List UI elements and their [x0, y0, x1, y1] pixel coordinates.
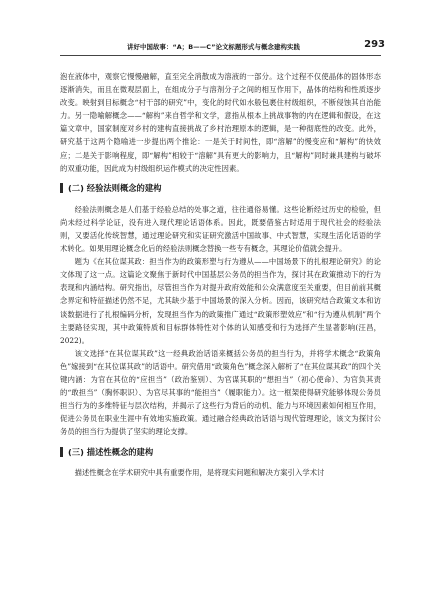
section-heading-2-label: (二) 经验法则概念的建构 — [68, 183, 162, 194]
paragraph-4: 该文选择“在其位谋其政”这一经典政治话语来概括公务员的担当行为，并将学术概念“政策角色”嫁接到“在其位谋其政”的话语中。研究借用“政策角色”概念深入解析了“在其位谋其政”的四个关键内涵：为官在其位的“应担当”（政治鉴别）、为官谋其职的“想担当”（初心使命）、为官负其责的“敢担当”（胸怀职识）、为官尽其事的“能担当”（履职能力）。这一框架使得研究能够体现公务员担当行为的多维特征与层次结构，并揭示了这些行为背后的动机、能力与环境因素如何相互作用，促进公务员在职业生涯中有效地实施政策。通过融合经典政治话语与现代管理理论，该文为探讨公务员的担当行为提供了坚实的理论支撑。 — [60, 348, 381, 437]
section-heading-3-label: (三) 描述性概念的建构 — [68, 446, 154, 457]
paragraph-5: 描述性概念在学术研究中具有重要作用，是将现实问题和解决方案引入学术讨 — [74, 468, 325, 478]
heading-bar — [60, 447, 63, 457]
paragraph-2: 经验法则概念是人们基于经验总结的处事之道，往往通俗易懂。这些论断经过历史的检验，但尚未经过科学论证，没有进入现代理论话语体系。因此，既要借鉴古时适用于现代社会的经验法则，又要活化传统智慧，通过理论研究和实证研究激活中国故事、中式智慧，实现生活化话语的学术转化。如果用理论概念化后的经验法则概念替换一些专有概念，其理论价值就会提升。 — [60, 204, 381, 254]
heading-bar — [60, 183, 63, 193]
paragraph-1: 泡在液体中，观察它慢慢融解，直至完全消散成为溶液的一部分。这个过程不仅使晶体的固体形态逐渐消失，而且在微观层面上，在组成分子与溶剂分子之间的相互作用下，晶体的结构和性质逐步改变。映射到目标概念“村干部的研究”中，变化的时代如水般包裹住村级组织，不断侵蚀其自治能力。另一隐喻解概念——“解构”来自哲学和文学，意指从根本上挑战事物的内在逻辑和假设，在这篇文章中，国家制度对乡村的建构直接挑战了乡村治理原本的逻辑，是一种彻底性的改变。此外，研究基于这两个隐喻进一步提出两个推论：一是关于时间性，即“溶解”的慢变应和“解构”的快效应；二是关于影响程度，即“解构”相较于“溶解”具有更大的影响力，且“解构”同时兼具建构与破坏的双重功能，因此成为村级组织运作模式的决定性因素。 — [60, 72, 381, 173]
running-header — [0, 39, 427, 56]
section-heading-2 — [60, 182, 381, 195]
page-body — [60, 70, 381, 480]
running-title: 讲好中国故事：“A；B——C”论文标题形式与概念建构实践 — [127, 43, 300, 51]
paragraph-3: 题为《在其位谋其政：担当作为的政策形塑与行为遵从——中国场景下的扎根理论研究》的论文体现了这一点。这篇论文聚焦于新时代中国基层公务员的担当作为，探讨其在政策推动下的行为表现和内涵结构。研究指出，尽管担当作为对提升政府效能和公众满意度至关重要，但目前前其概念界定和特征描述仍然不足，尤其缺少基于中国场景的深入分析。因而，该研究结合政策文本和访谈数据进行了扎根编码分析，发现担当作为的政策推广通过“政策形塑效应”和“行为遵从机制”两个主要路径实现，其中政策特质和目标群体特性对个体的认知感受和行为选择产生显著影响(汪昌，2022)。 — [60, 257, 381, 345]
page-number: 293 — [364, 39, 385, 50]
section-heading-3 — [60, 445, 381, 458]
header-rule — [60, 55, 381, 56]
